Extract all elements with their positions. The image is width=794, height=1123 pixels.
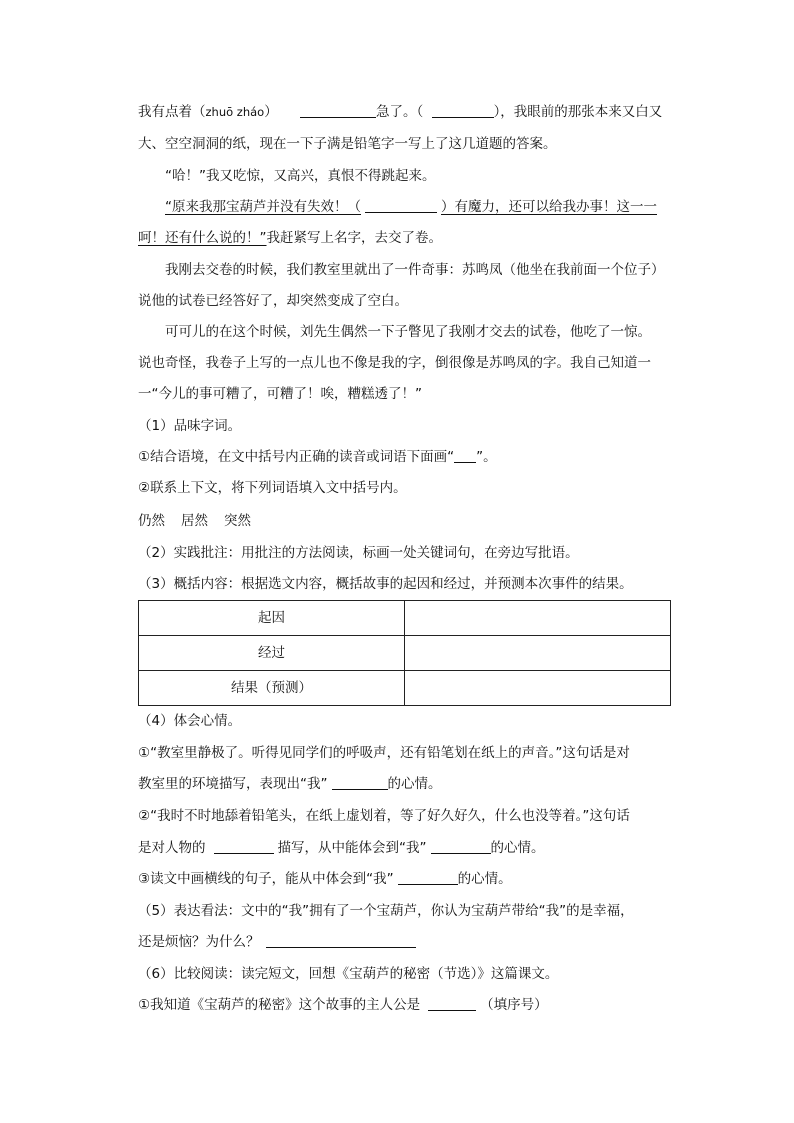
question-4-1-line-1: ①“教室里静极了。听得见同学们的呼吸声，还有铅笔划在纸上的声音。”这句话是对	[138, 745, 630, 761]
text-segment: 我有点着（	[138, 104, 206, 120]
answer-cell-process[interactable]	[405, 636, 671, 671]
text-segment: 急了。（	[376, 104, 424, 120]
passage-line-3: “哈！”我又吃惊，又高兴，真恨不得跳起来。	[165, 168, 436, 184]
question-5-line-2	[138, 934, 416, 950]
text-segment: ①结合语境，在文中括号内正确的读音或词语下面画“	[138, 449, 455, 465]
passage-line-2: 大、空空洞洞的纸，现在一下子满是铅笔字一写上了这几道题的答案。	[138, 136, 557, 152]
table-row	[139, 601, 671, 636]
row-label-cause: 起因	[139, 601, 405, 636]
table-row	[139, 636, 671, 671]
text-segment: 描写，从中能体会到“我”	[277, 840, 427, 856]
row-label-process: 经过	[139, 636, 405, 671]
fill-blank[interactable]	[300, 104, 376, 118]
question-4-1-line-2	[138, 776, 442, 792]
word-bank	[138, 513, 251, 529]
text-segment: 我赶紧写上名字，去交了卷。	[266, 230, 442, 246]
text-segment: 的心情。	[490, 840, 545, 856]
text-segment: ①我知道《宝葫芦的秘密》这个故事的主人公是	[138, 997, 421, 1013]
text-segment: 的心情。	[457, 871, 512, 887]
fill-blank[interactable]	[398, 871, 458, 885]
question-1-2: ②联系上下文，将下列词语填入文中括号内。	[138, 480, 407, 496]
underline-sample	[454, 449, 476, 463]
passage-line-9: 说也奇怪，我卷子上写的一点儿也不像是我的字，倒很像是苏鸣凤的字。我自己知道一	[138, 355, 651, 371]
fill-blank[interactable]	[432, 104, 494, 118]
word-option: 居然	[181, 513, 208, 529]
text-segment: “原来我那宝葫芦并没有失效！（	[165, 199, 361, 215]
passage-underlined-line-4	[165, 199, 657, 215]
question-6-1	[138, 997, 548, 1013]
answer-cell-result[interactable]	[405, 671, 671, 706]
summary-table	[138, 600, 671, 706]
question-4-2-line-1: ②“我时不时地舔着铅笔头，在纸上虚划着，等了好久好久，什么也没等着。”这句话	[138, 808, 630, 824]
question-5-line-1: （5）表达看法：文中的“我”拥有了一个宝葫芦，你认为宝葫芦带给“我”的是幸福，	[138, 903, 634, 919]
underlined-sentence-end: 呵！还有什么说的！”	[138, 230, 267, 246]
text-segment: 的心情。	[387, 776, 442, 792]
text-segment: 还是烦恼？为什么？	[138, 934, 260, 950]
question-3: （3）概括内容：根据选文内容，概括故事的起因和经过，并预测本次事件的结果。	[138, 576, 633, 592]
question-2: （2）实践批注：用批注的方法阅读，标画一处关键词句，在旁边写批语。	[138, 545, 579, 561]
question-1-1	[138, 449, 497, 465]
table-row	[139, 671, 671, 706]
question-1-title: （1）品味字词。	[138, 418, 242, 434]
word-option: 仍然	[138, 513, 165, 529]
text-segment: ”。	[476, 449, 497, 465]
fill-blank[interactable]	[214, 840, 274, 854]
passage-line-10: 一“今儿的事可糟了，可糟了！唉，糟糕透了！”	[138, 386, 422, 402]
question-4-3	[138, 871, 512, 887]
passage-line-8: 可可儿的在这个时候，刘先生偶然一下子瞥见了我刚才交去的试卷，他吃了一惊。	[165, 324, 651, 340]
passage-line-5	[138, 230, 442, 246]
text-segment: ③读文中画横线的句子，能从中体会到“我”	[138, 871, 394, 887]
answer-cell-cause[interactable]	[405, 601, 671, 636]
text-segment: ）	[264, 104, 278, 120]
question-4-title: （4）体会心情。	[138, 713, 242, 729]
fill-blank[interactable]	[332, 776, 388, 790]
row-label-result: 结果（预测）	[139, 671, 405, 706]
fill-blank[interactable]	[428, 997, 476, 1011]
fill-blank[interactable]	[365, 199, 437, 213]
text-segment: （填序号）	[480, 997, 548, 1013]
question-4-2-line-2	[138, 840, 545, 856]
passage-line-1	[138, 104, 662, 120]
answer-blank[interactable]	[266, 934, 416, 948]
text-segment: 是对人物的	[138, 840, 206, 856]
question-6: （6）比较阅读：读完短文，回想《宝葫芦的秘密（节选）》这篇课文。	[138, 966, 559, 982]
pinyin-options: zhuō zháo	[205, 105, 265, 119]
passage-line-6: 我刚去交卷的时候，我们教室里就出了一件奇事：苏鸣凤（他坐在我前面一个位子）	[165, 262, 665, 278]
text-segment: ），我眼前的那张本来又白又	[493, 104, 663, 120]
text-segment: ）有魔力，还可以给我办事！这一一	[441, 199, 657, 215]
passage-line-7: 说他的试卷已经答好了，却突然变成了空白。	[138, 293, 408, 309]
fill-blank[interactable]	[431, 840, 491, 854]
text-segment: 教室里的环境描写，表现出“我”	[138, 776, 328, 792]
word-option: 突然	[224, 513, 251, 529]
